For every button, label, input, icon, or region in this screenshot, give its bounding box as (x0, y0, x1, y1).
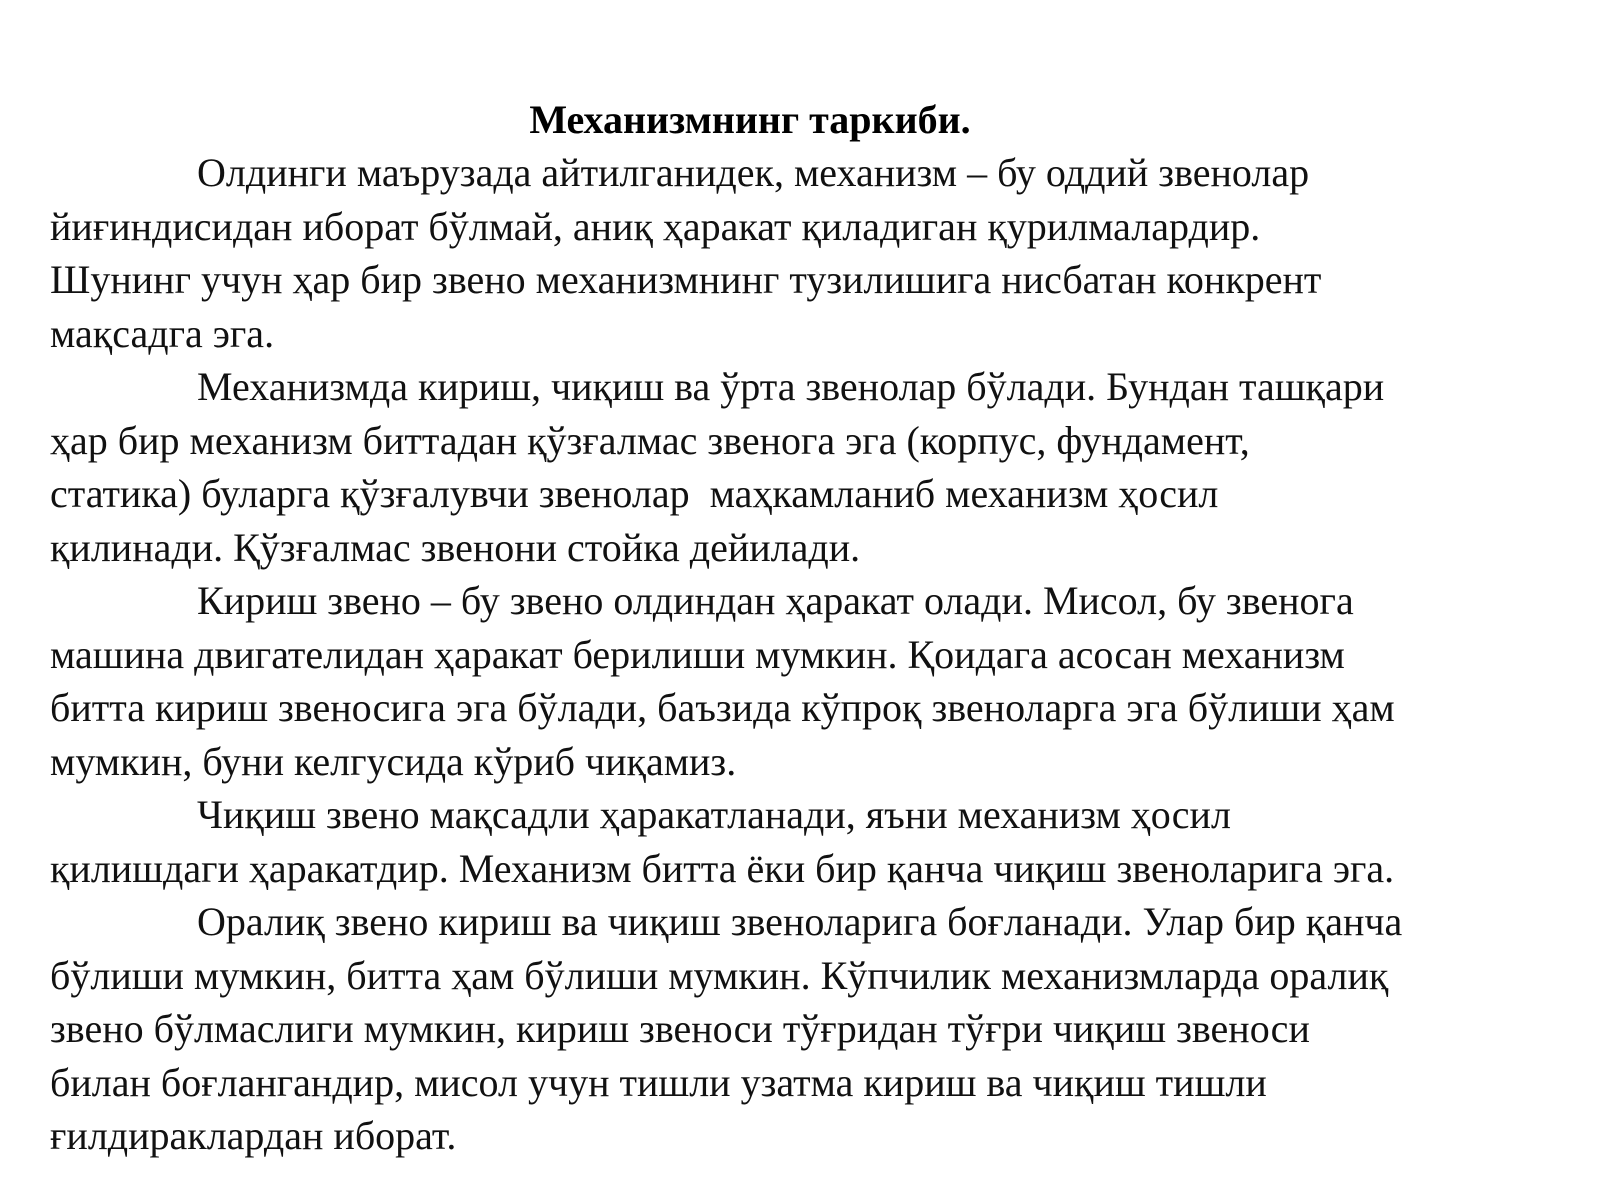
text-line: звено бўлмаслиги мумкин, кириш звеноси тўғридан тўғри чиқиш звеноси (50, 1006, 1310, 1051)
text-line: билан боғлангандир, мисол учун тишли узатма кириш ва чиқиш тишли (50, 1059, 1267, 1105)
text-line: йиғиндисидан иборат бўлмай, аниқ ҳаракат қиладиган қурилмалардир. (50, 203, 1261, 249)
text-line: бўлиши мумкин, битта ҳам бўлиши мумкин. Кўпчилик механизмларда оралиқ (50, 952, 1389, 998)
paragraph-first-line: Кириш звено – бу звено олдиндан ҳаракат олади. Мисол, бу звенога (197, 578, 1354, 623)
text-line: қилишдаги ҳаракатдир. Механизм битта ёки бир қанча чиқиш звеноларига эга. (50, 845, 1395, 891)
text-line: қилинади. Қўзғалмас звенони стойка дейилади. (50, 524, 861, 570)
document-body (50, 146, 1600, 1163)
text-line: ҳар бир механизм биттадан қўзғалмас звенога эга (корпус, фундамент, (50, 417, 1250, 463)
paragraph-first-line: Оралиқ звено кириш ва чиқиш звеноларига боғланади. Улар бир қанча (197, 899, 1403, 944)
paragraph-first-line: Механизмда кириш, чиқиш ва ўрта звенолар бўлади. Бундан ташқари (197, 364, 1385, 409)
text-line: мақсадга эга. (50, 310, 275, 356)
text-line: ғилдираклардан иборат. (50, 1113, 457, 1158)
paragraph-first-line: Чиқиш звено мақсадли ҳаракатланади, яъни механизм ҳосил (197, 792, 1231, 837)
text-line: Шунинг учун ҳар бир звено механизмнинг тузилишига нисбатан конкрент (50, 257, 1322, 302)
document-title: Механизмнинг таркиби. (529, 97, 971, 142)
text-line: машина двигателидан ҳаракат берилиши мумкин. Қоидага асосан механизм (50, 631, 1345, 677)
text-line: битта кириш звеносига эга бўлади, баъзида кўпроқ звеноларга эга бўлиши ҳам (50, 685, 1395, 730)
paragraph-first-line: Олдинги маърузада айтилганидек, механизм – бу оддий звенолар (197, 150, 1310, 195)
text-line: мумкин, буни келгусида кўриб чиқамиз. (50, 738, 737, 784)
text-line: статика) буларга қўзғалувчи звенолар маҳкамланиб механизм ҳосил (50, 471, 1219, 516)
